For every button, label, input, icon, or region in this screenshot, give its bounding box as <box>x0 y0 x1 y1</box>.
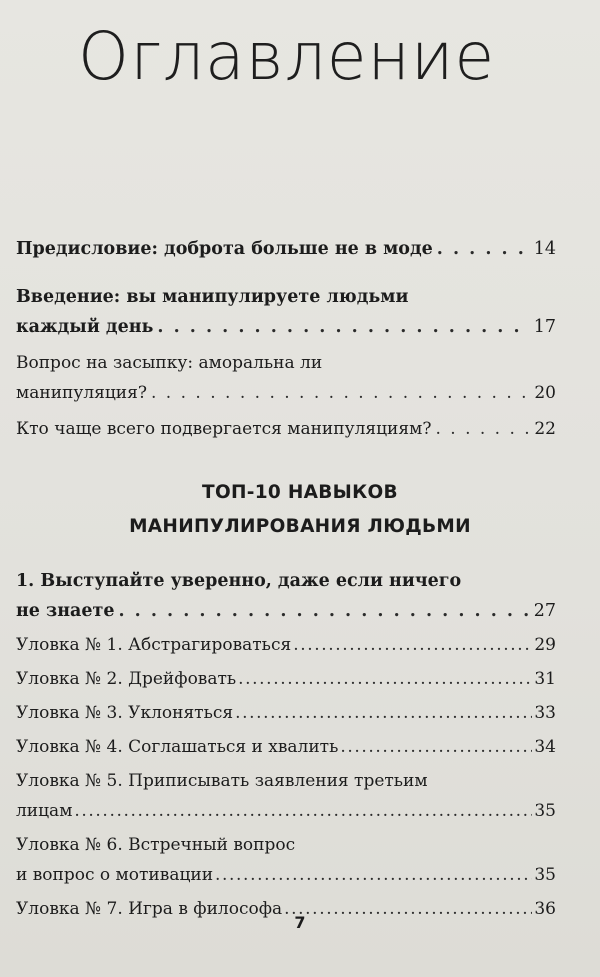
leader-dots <box>157 312 529 342</box>
toc-entry-title: Уловка № 2. Дрейфовать <box>16 669 237 689</box>
toc-entry-title: Кто чаще всего подвергается манипуляциям? <box>16 419 432 439</box>
toc-entry-title-cont: и вопрос о мотивации <box>16 865 214 885</box>
toc-page-number: 27 <box>533 601 556 621</box>
toc-chapter-1 <box>16 566 556 924</box>
leader-dots <box>118 596 529 626</box>
toc-page-number: 14 <box>533 239 556 259</box>
leader-dots <box>235 698 532 728</box>
toc-entry-trick-2[interactable] <box>16 664 556 694</box>
toc-entry-title: Уловка № 1. Абстрагироваться <box>16 635 292 655</box>
leader-dots <box>293 630 532 660</box>
toc-entry-question[interactable] <box>16 348 556 408</box>
toc-entry-trick-3[interactable] <box>16 698 556 728</box>
toc-entry-title: Уловка № 4. Соглашаться и хвалить <box>16 737 339 757</box>
toc-page-number: 20 <box>534 383 556 403</box>
page-number: 7 <box>294 913 306 932</box>
toc-entry-title-cont: не знаете <box>16 601 115 621</box>
toc-entry-title: Уловка № 7. Игра в философа <box>16 899 283 919</box>
toc-entry-introduction[interactable] <box>16 282 556 342</box>
toc-entry-title: Введение: вы манипулируете людьми <box>16 287 409 307</box>
leader-dots <box>435 414 530 444</box>
toc-entry-trick-6[interactable] <box>16 830 556 890</box>
toc-entry-title: Уловка № 3. Уклоняться <box>16 703 234 723</box>
leader-dots <box>74 796 532 826</box>
toc-entry-chapter-1[interactable] <box>16 566 556 626</box>
section-heading-line1: ТОП-10 НАВЫКОВ <box>202 482 398 503</box>
toc-entry-title: 1. Выступайте уверенно, даже если ничего <box>16 571 462 591</box>
toc-page-number: 34 <box>534 737 556 757</box>
toc-page-number: 29 <box>534 635 556 655</box>
toc-page-number: 35 <box>534 801 556 821</box>
toc-entry-title-cont: манипуляция? <box>16 383 147 403</box>
leader-dots <box>238 664 532 694</box>
toc-entry-preface[interactable] <box>16 234 556 264</box>
toc-entry-title: Уловка № 5. Приписывать заявления третьим <box>16 771 428 791</box>
toc-front-matter <box>16 234 556 444</box>
page-title: Оглавление <box>78 18 496 95</box>
toc-page-number: 35 <box>534 865 556 885</box>
toc-entry-title-cont: лицам <box>16 801 73 821</box>
toc-page-number: 33 <box>534 703 556 723</box>
toc-entry-who[interactable] <box>16 414 556 444</box>
leader-dots <box>340 732 532 762</box>
toc-page-number: 31 <box>534 669 556 689</box>
toc-entry-trick-5[interactable] <box>16 766 556 826</box>
toc-entry-title: Вопрос на засыпку: аморальна ли <box>16 353 323 373</box>
toc-entry-trick-4[interactable] <box>16 732 556 762</box>
leader-dots <box>215 860 532 890</box>
toc-page-number: 22 <box>534 419 556 439</box>
toc-entry-title-cont: каждый день <box>16 317 154 337</box>
leader-dots <box>437 234 530 264</box>
toc-entry-trick-1[interactable] <box>16 630 556 660</box>
toc-page-number: 36 <box>534 899 556 919</box>
leader-dots <box>151 378 530 408</box>
toc-page-number: 17 <box>533 317 556 337</box>
toc-entry-title: Предисловие: доброта больше не в моде <box>16 239 433 259</box>
section-heading-line2: МАНИПУЛИРОВАНИЯ ЛЮДЬМИ <box>129 516 471 537</box>
toc-entry-title: Уловка № 6. Встречный вопрос <box>16 835 296 855</box>
